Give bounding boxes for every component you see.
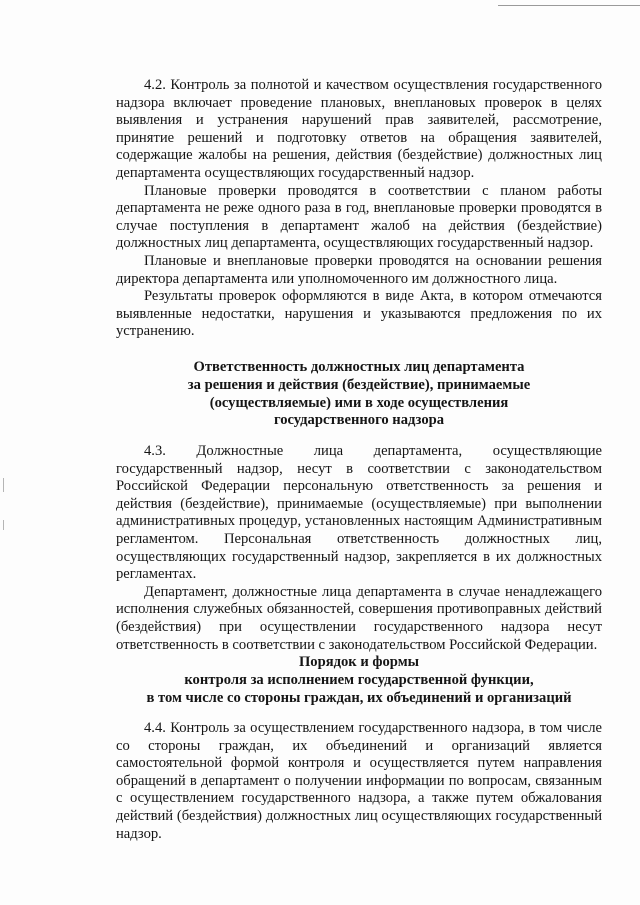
- paragraph: Департамент, должностные лица департамента в случае ненадлежащего исполнения служебных обязанностей, совершения противоправных действий (бездействия) при осуществлении государственного надзора несут ответственность в соответствии с законодательством Российской Федерации.: [116, 583, 602, 653]
- left-edge-mark: [3, 520, 4, 530]
- section-heading-responsibility: [116, 359, 602, 430]
- heading-line: контроля за исполнением государственной функции,: [184, 671, 534, 688]
- paragraph: 4.3. Должностные лица департамента, осуществляющие государственный надзор, несут в соответствии с законодательством Российской Федерации персональную ответственность за решения и действия (бездействие), принимаемые (осуществляемые) при выполнении административных процедур, установленных настоящим Административным регламентом. Персональная ответственность должностных лиц, осуществляющих государственный надзор, закрепляется в их должностных регламентах.: [116, 443, 602, 583]
- left-edge-mark: [3, 478, 4, 492]
- heading-line: (осуществляемые) ими в ходе осуществления: [209, 394, 509, 411]
- heading-line: за решения и действия (бездействие), принимаемые: [187, 376, 531, 393]
- paragraph: 4.2. Контроль за полнотой и качеством осуществления государственного надзора включает проведение плановых, внеплановых проверок в целях выявления и устранения нарушений прав заявителей, рассмотрение, принятие решений и подготовку ответов на обращения заявителей, содержащие жалобы на решения, действия (бездействие) должностных лиц департамента осуществляющих государственный надзор.: [116, 77, 602, 181]
- paragraph: Плановые и внеплановые проверки проводятся на основании решения директора департамента или уполномоченного им должностного лица.: [116, 252, 602, 287]
- heading-line: Ответственность должностных лиц департамента: [193, 359, 525, 375]
- heading-line: государственного надзора: [273, 412, 445, 429]
- paragraph: 4.4. Контроль за осуществлением государственного надзора, в том числе со стороны граждан, их объединений и организаций является самостоятельной формой контроля и осуществляется путем направления обращений в департамент о получении информации по вопросам, связанным с осуществлением государственного надзора, а также путем обжалования действий (бездействия) должностных лиц осуществляющих государственный надзор.: [116, 720, 602, 842]
- section-4-3: [116, 443, 602, 654]
- heading-line: в том числе со стороны граждан, их объединений и организаций: [146, 689, 572, 706]
- paragraph: Результаты проверок оформляются в виде Акта, в котором отмечаются выявленные недостатки, нарушения и указываются предложения по их устранению.: [116, 288, 602, 340]
- heading-line: Порядок и формы: [298, 654, 420, 670]
- top-edge-line: [498, 5, 640, 6]
- section-heading-control: [116, 654, 602, 707]
- paragraph: Плановые проверки проводятся в соответствии с планом работы департамента не реже одного раза в год, внеплановые проверки проводятся в случае поступления в департамент жалоб на действия (бездействие) должностных лиц департамента, осуществляющих государственный надзор.: [116, 182, 602, 252]
- section-4-4: [116, 720, 602, 843]
- section-4-2: [116, 77, 602, 341]
